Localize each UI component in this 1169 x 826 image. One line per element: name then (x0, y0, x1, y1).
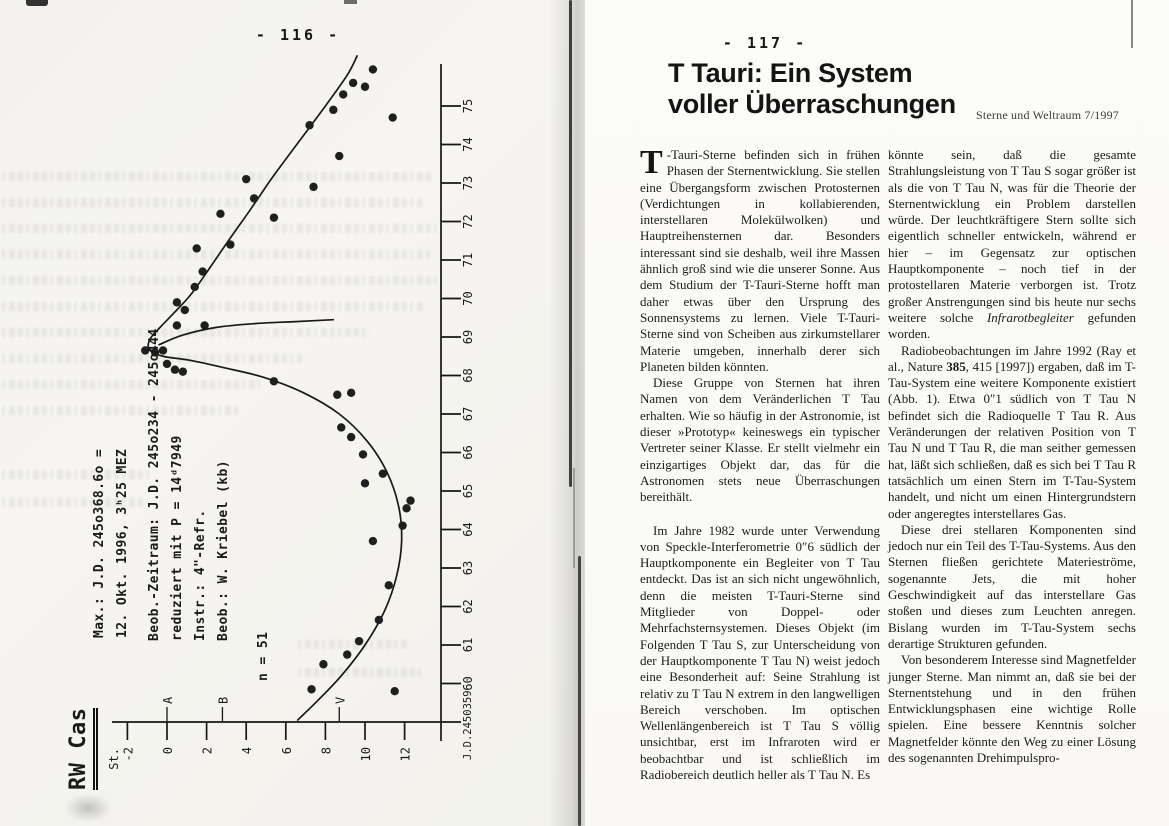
source-credit: Sterne und Weltraum 7/1997 (976, 108, 1119, 122)
svg-text:60: 60 (461, 676, 475, 691)
svg-text:4: 4 (240, 747, 255, 755)
svg-text:68: 68 (461, 368, 475, 383)
paragraph (888, 147, 1136, 343)
paragraph: Im Jahre 1982 wurde unter Verwendung von Speckle-Interferometrie 0″6 südlich der Hauptkomponente ein Begleiter von T Tau entdeckt. Das ist an sich nicht ungewöhnlich, denn die meisten T-Tauri-Sterne sind Mitglieder von Doppel- oder Mehrfachsternsystemen. Dieses Objekt (im Folgenden T Tau S, zur Unterscheidung von der Hauptkomponente T Tau N) weist jedoch eine Besonderheit auf: Seine Strahlung ist relativ zu T Tau N extrem in den langwelligen Bereich verschoben. Im optischen Wellenlängenbereich ist T Tau S völlig unsichtbar, erst im Infraroten wird er beobachtbar und ist schließlich im Radiobereich deutlich heller als T Tau N. Es (640, 522, 880, 782)
svg-text:B: B (216, 696, 231, 704)
svg-text:72: 72 (461, 214, 475, 229)
paragraph: Von besonderem Interesse sind Magnetfelder junger Sterne. Man nimmt an, daß sie bei der Sternentstehung und in den frühen Entwicklungsphasen eine wichtige Rolle spielen. Eine bessere Kenntnis solcher Magnetfelder könnte den Weg zu einer Lösung des sogenannten Drehimpulspro- (888, 652, 1136, 765)
chart-note-timespan: Beob.-Zeitraum: J.D. 245o234 - 245o444 (147, 328, 162, 641)
paragraph-text: gefunden worden. (888, 309, 1136, 342)
svg-text:70: 70 (461, 291, 475, 306)
svg-text:10: 10 (359, 747, 373, 762)
article-title-line1: T Tauri: Ein System (668, 58, 913, 88)
svg-text:St.: St. (107, 748, 121, 770)
svg-text:V: V (333, 696, 348, 704)
svg-text:61: 61 (461, 637, 475, 653)
paragraph-text: Radiobeobachtungen im Jahre 1992 (Ray et al., Nature (888, 342, 1136, 374)
svg-text:64: 64 (461, 522, 475, 537)
svg-text:12: 12 (398, 747, 413, 762)
svg-text:66: 66 (461, 445, 475, 460)
svg-text:2: 2 (200, 747, 215, 755)
page-number-117: - 117 - (722, 34, 808, 52)
chart-note-max: Max.: J.D. 245o368.6o = (92, 448, 107, 638)
svg-text:0: 0 (161, 747, 175, 755)
dropcap: T (640, 144, 663, 181)
paragraph: Diese Gruppe von Sternen hat ihren Namen von dem Veränderlichen T Tau erhalten. Wie so häufig in der Astronomie, ist dieser »Prototyp« keineswegs ein typischer Vertreter seiner Klasse. Er stellt vielmehr ein einzigartiges Objekt dar, das für die Astronomen stets neue Überraschungen bereithält. (640, 375, 880, 505)
paragraph (640, 144, 880, 375)
paragraph-text: , 415 [1997]) ergaben, daß im T-Tau-System eine weitere Komponente existiert (Abb. 1). Etwa 0″1 südlich von T Tau N befindet sich die Radioquelle T Tau R. Aus Veränderungen der relativen Position von T Tau N und T Tau R, die man seither gemessen hat, läßt sich schließen, daß es sich bei T Tau R tatsächlich um einen Stern im T-Tau-System handelt, und nicht um einen Hintergrundstern oder angeregtes interstellares Gas. (888, 358, 1136, 521)
scan-artifact (1131, 0, 1133, 48)
paragraph (888, 343, 1136, 522)
article-column-left (640, 144, 880, 783)
chart-note-count: n = 51 (256, 631, 271, 681)
page-number-116: - 116 - (255, 26, 341, 44)
chart-note-period: reduziert mit P = 14ᵈ7949 (170, 435, 185, 641)
paragraph-text: -Tauri-Sterne befinden sich in frühen Phasen der Sternentwicklung. Sie stellen eine Übergangsform zwischen Protosternen (Verdichtungen in kollabierenden, interstellaren Molekülwolken) und Hauptreihensternen dar. Besonders interessant sind sie deshalb, weil ihre Massen ähnlich groß sind wie die unserer Sonne. Aus dem Studium der T-Tauri-Sterne hofft man daher etwas über den Ursprung des Sonnensystems zu lernen. Viele T-Tauri-Sterne sind von Scheiben aus zirkumstellarer Materie umgeben, innerhalb derer sich Planeten bilden könnten. (640, 147, 880, 374)
svg-text:A: A (161, 696, 175, 704)
star-name-label: RW Cas (66, 708, 98, 790)
svg-text:67: 67 (461, 406, 475, 422)
paragraph: Diese drei stellaren Komponenten sind jedoch nur ein Teil des T-Tau-Systems. Aus den Sternen fließen gerichtete Materieströme, sogenannte Jets, die mit hoher Geschwindigkeit auf das interstellare Gas stoßen und dieses zum Leuchten anregen. Bislang wurden im T-Tau-System sechs derartige Strukturen gefunden. (888, 521, 1136, 651)
emphasis-infrarotbegleiter: Infrarotbegleiter (986, 309, 1074, 325)
chart-note-date: 12. Okt. 1996, 3ʰ25 MEZ (115, 448, 130, 638)
svg-text:75: 75 (461, 98, 475, 114)
svg-text:J.D.2450359: J.D.2450359 (462, 690, 474, 760)
article-title-line2: voller Überraschungen (668, 89, 956, 119)
svg-text:6: 6 (279, 747, 294, 755)
chart-note-observer: Beob.: W. Kriebel (kb) (216, 460, 231, 641)
svg-text:74: 74 (461, 137, 475, 152)
svg-text:-2: -2 (121, 747, 136, 762)
svg-text:8: 8 (319, 747, 334, 755)
article-column-right (888, 147, 1136, 766)
svg-text:63: 63 (461, 560, 475, 576)
bold-volume-number: 385 (946, 358, 966, 374)
svg-text:69: 69 (461, 329, 475, 345)
paragraph-text: könnte sein, daß die gesamte Strahlungsleistung von T Tau S sogar größer ist als die von T Tau N, was für die Theorie der Sternentwicklung ein Problem darstellen würde. Der leuchtkräftigere Stern sollte sich eigentlich schneller entwickeln, während er hier – im Gegensatz zur optischen Hauptkomponente – noch tief in der protostellaren Materie verborgen ist. Trotz großer Anstrengungen sind bis heute nur sechs weitere solche (888, 147, 1136, 325)
svg-text:71: 71 (461, 252, 475, 268)
chart-note-instrument: Instr.: 4"-Refr. (193, 509, 208, 641)
svg-text:73: 73 (461, 175, 475, 191)
svg-text:65: 65 (461, 483, 475, 499)
svg-text:62: 62 (461, 599, 475, 614)
article-title (668, 58, 956, 120)
